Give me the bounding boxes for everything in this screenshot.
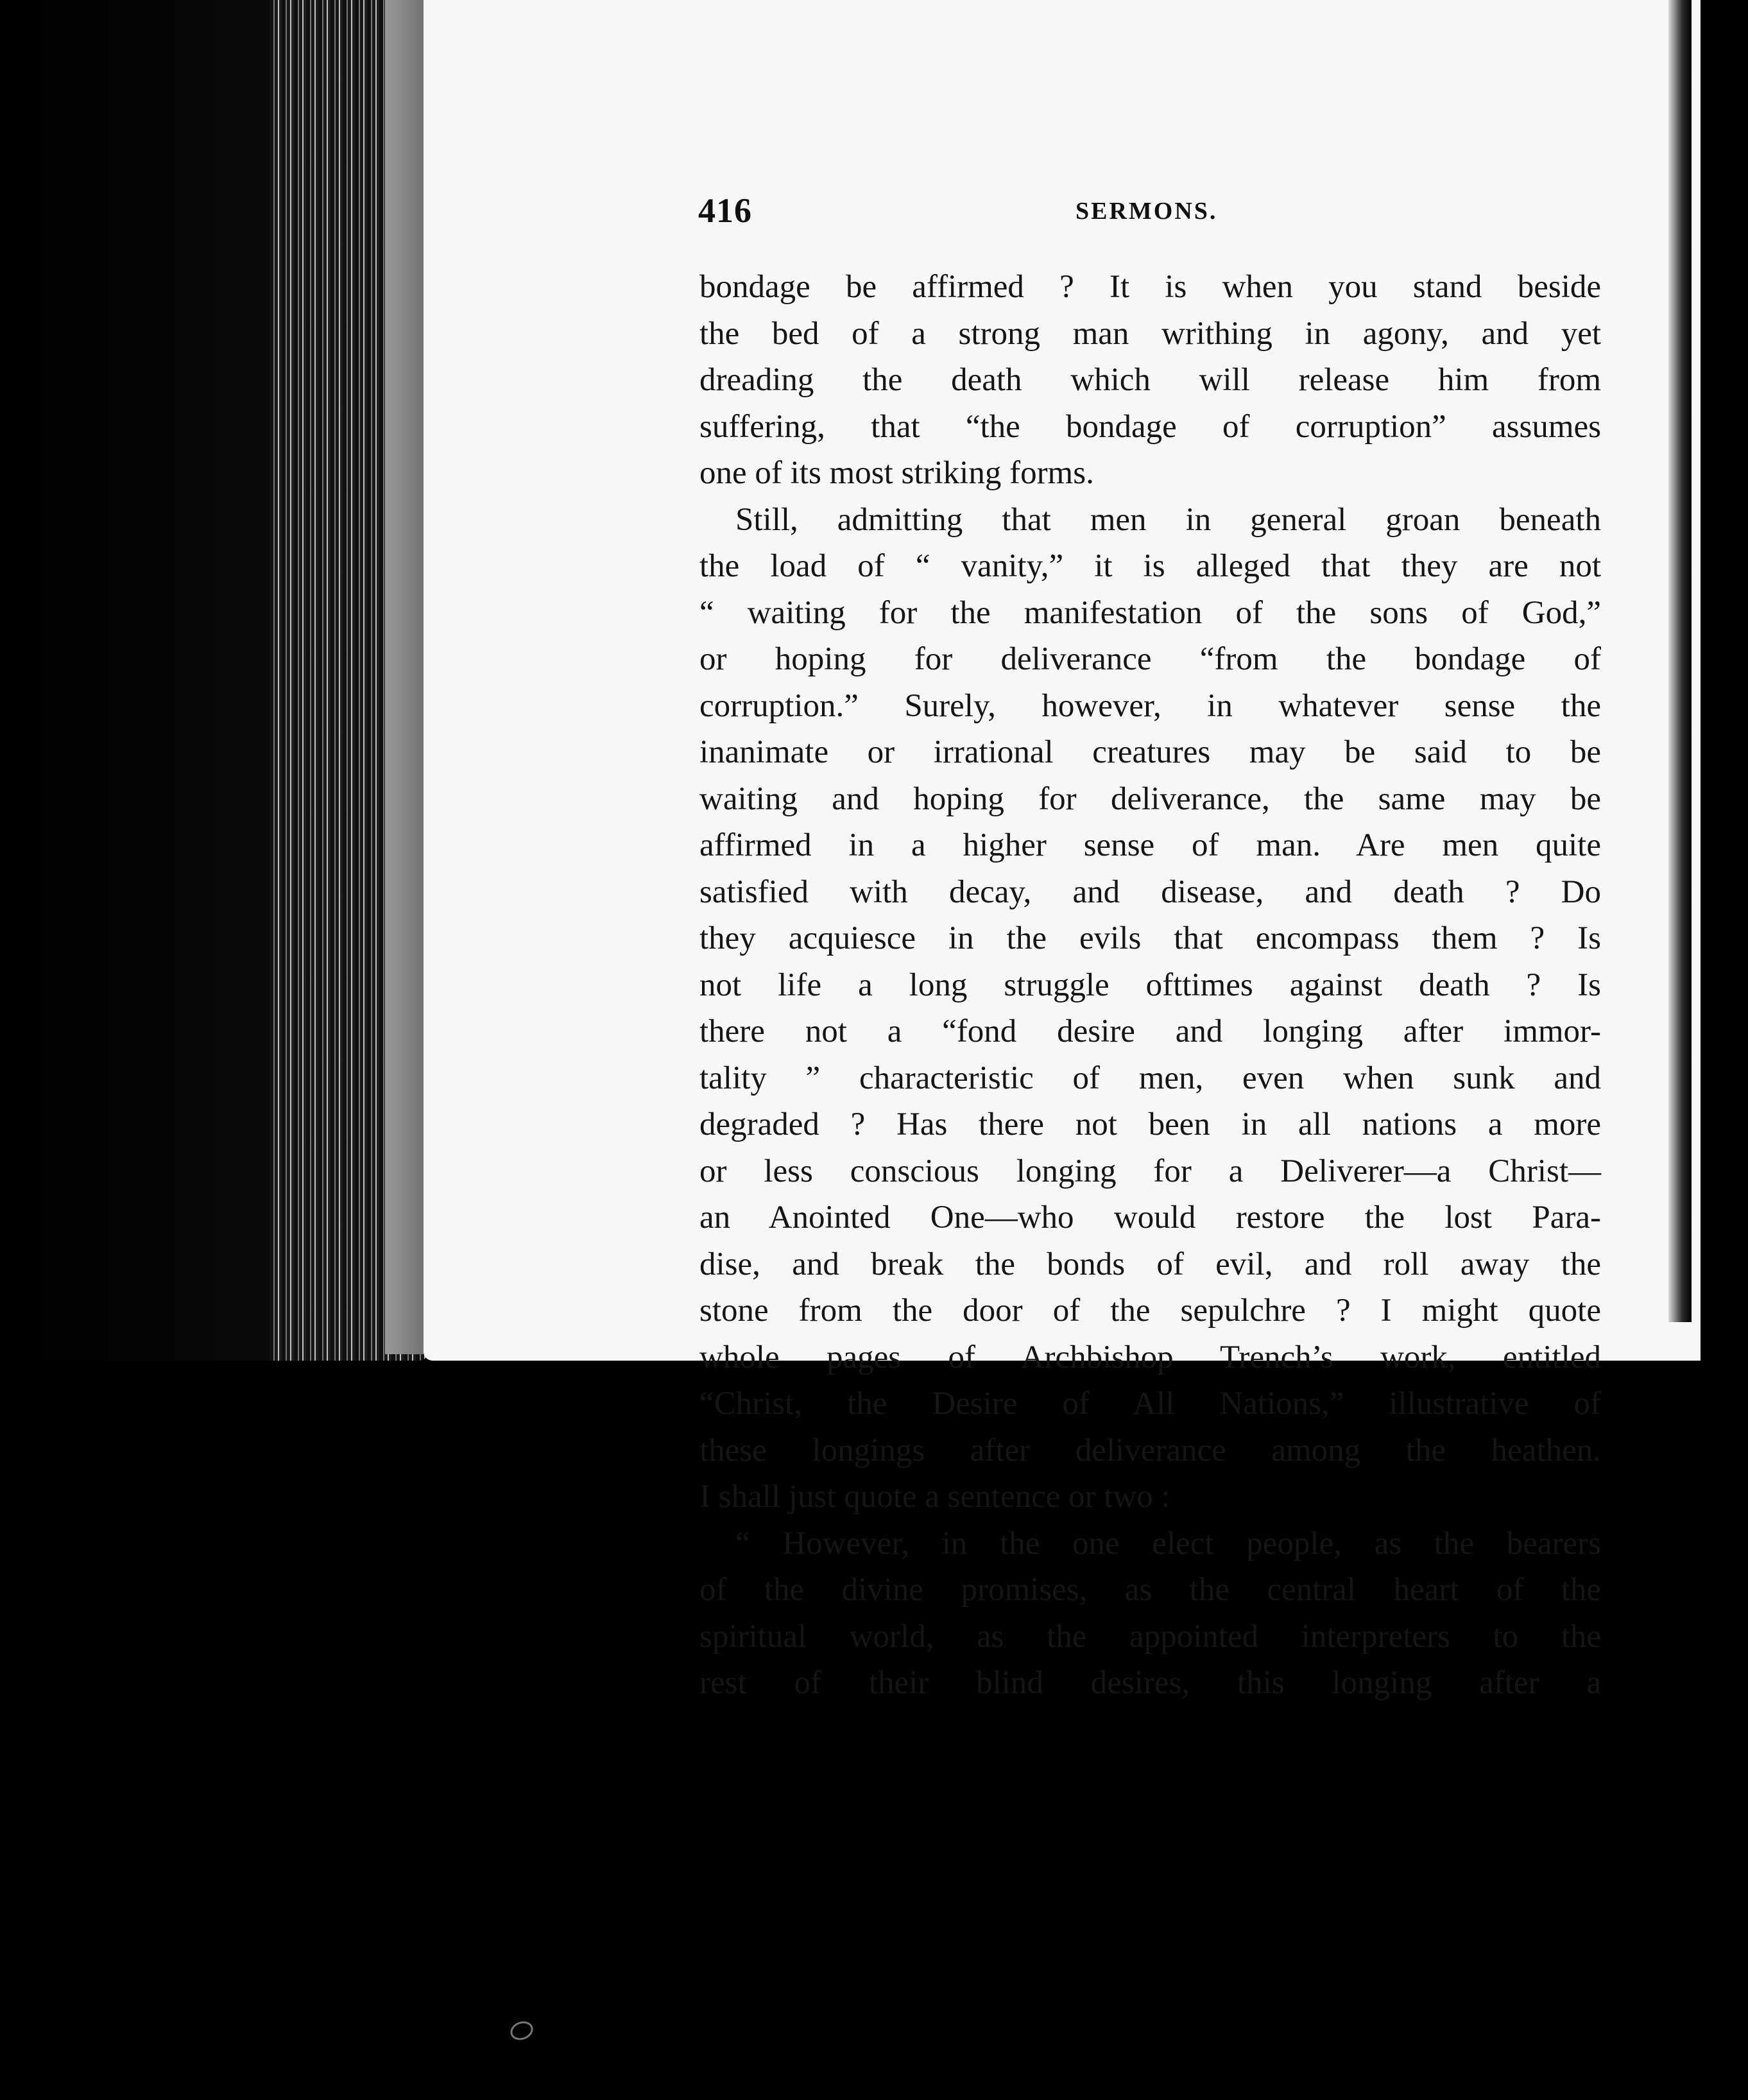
text-line: waiting and hoping for deliverance, the same may be: [699, 780, 1601, 817]
text-line: an Anointed One—who would restore the lost Para-: [699, 1200, 1601, 1235]
running-head: SERMONS.: [1075, 198, 1218, 225]
text-line: whole pages of Archbishop Trench’s work, entitled: [699, 1339, 1601, 1375]
text-line: I shall just quote a sentence or two :: [699, 1479, 1170, 1515]
text-line: corruption.” Surely, however, in whatever sense the: [699, 687, 1601, 724]
text-line: affirmed in a higher sense of man. Are men quite: [699, 827, 1601, 863]
text-line: one of its most striking forms.: [699, 455, 1094, 491]
text-line: or hoping for deliverance “from the bondage of: [699, 641, 1601, 677]
text-line: spiritual world, as the appointed interpreters to the: [699, 1618, 1601, 1655]
text-line: degraded ? Has there not been in all nations a more: [699, 1106, 1601, 1142]
text-line: these longings after deliverance among the heathen.: [699, 1432, 1601, 1468]
text-line: suffering, that “the bondage of corruption” assumes: [699, 408, 1601, 445]
text-line: satisfied with decay, and disease, and death ? Do: [699, 874, 1601, 910]
text-line: not life a long struggle ofttimes against death ? Is: [699, 967, 1601, 1003]
text-line: “Christ, the Desire of All Nations,” illustrative of: [699, 1386, 1601, 1422]
text-line: stone from the door of the sepulchre ? I might quote: [699, 1293, 1601, 1329]
text-line: Still, admitting that men in general groan beneath: [735, 501, 1601, 538]
text-line: the load of “ vanity,” it is alleged that they are not: [699, 548, 1601, 584]
text-line: “ However, in the one elect people, as the bearers: [735, 1525, 1601, 1562]
text-line: bondage be affirmed ? It is when you stand beside: [699, 269, 1601, 305]
page-header: [698, 191, 1276, 236]
text-line: tality ” characteristic of men, even when sunk and: [699, 1060, 1601, 1096]
text-line: dise, and break the bonds of evil, and roll away the: [699, 1246, 1601, 1282]
text-line: rest of their blind desires, this longing after a: [699, 1665, 1601, 1701]
text-line: inanimate or irrational creatures may be said to be: [699, 734, 1601, 770]
body-text: [699, 264, 1601, 1707]
text-line: of the divine promises, as the central heart of the: [699, 1572, 1601, 1608]
text-line: the bed of a strong man writhing in agony, and yet: [699, 315, 1601, 352]
text-line: dreading the death which will release him from: [699, 362, 1601, 398]
page-right-edge: [1668, 0, 1692, 1322]
text-line: there not a “fond desire and longing after immor-: [699, 1013, 1601, 1049]
text-line: “ waiting for the manifestation of the sons of God,”: [699, 594, 1601, 631]
text-line: or less conscious longing for a Deliverer—a Christ—: [699, 1153, 1601, 1189]
page-number: 416: [698, 191, 752, 230]
text-line: they acquiesce in the evils that encompass them ? Is: [699, 920, 1601, 956]
